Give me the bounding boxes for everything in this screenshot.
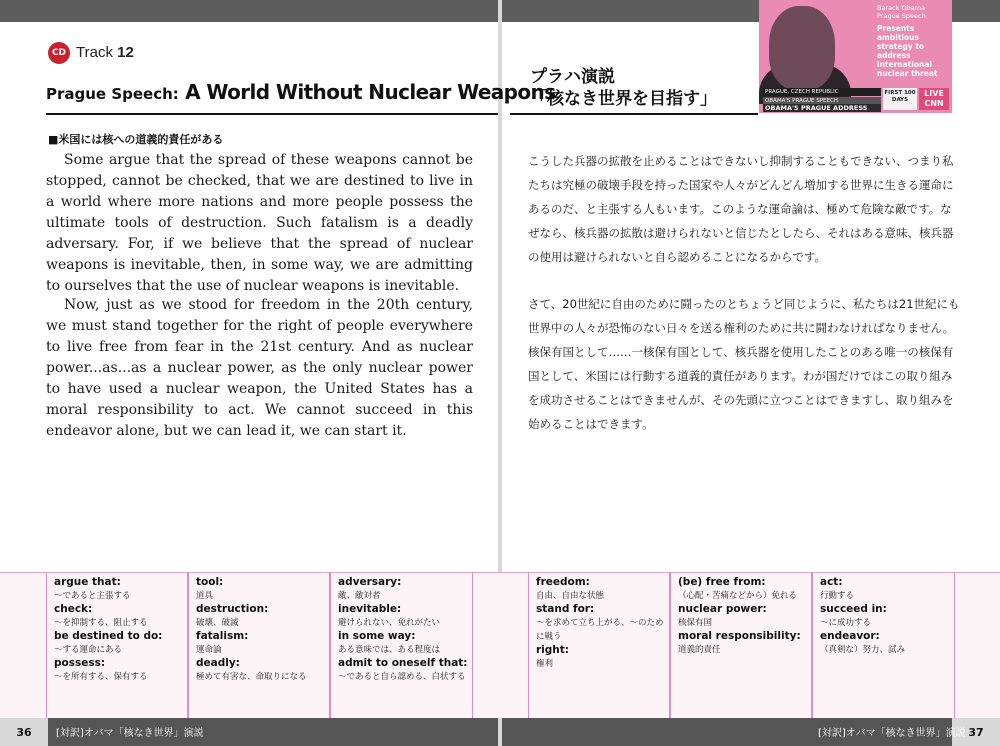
vocab-definition: 極めて有害な、命取りになる bbox=[196, 672, 307, 682]
japanese-title-line2: 「核なき世界を目指す」 bbox=[530, 89, 717, 109]
japanese-paragraph-2: さて、20世紀に自由のために闘ったのとちょうど同じように、私たちは21世紀にも世界中の人々が恐怖のない日々を送る権利のために共に闘わなければなりません。核保有国として……一核保有国として、核兵器を使用したことのある唯一の核保有国として、米国には行動する道義的責任があります。わが国だけではこの取り組みを成功させることはできませんが、その先頭に立つことはできますし、取り組みを始めることはできます。 bbox=[528, 297, 960, 431]
vocab-definition: （心配・苦痛などから）免れる bbox=[678, 591, 798, 601]
running-head-right: [対訳]オバマ「核なき世界」演説 bbox=[818, 728, 966, 739]
vocab-term: tool: bbox=[196, 576, 224, 588]
vocab-definition: （真剣な）努力、試み bbox=[820, 645, 906, 655]
page-number-right: 37 bbox=[952, 718, 1000, 746]
vocab-definition: 〜を求めて立ち上がる、〜のために戦う bbox=[536, 618, 664, 642]
vocab-term: nuclear power: bbox=[678, 603, 767, 615]
section-subheading: ■米国には核への道義的責任がある bbox=[48, 133, 224, 146]
japanese-paragraph-1: こうした兵器の拡散を止めることはできないし抑制することもできない、つまり私たちは究極の破壊手段を持った国家や人々がどんどん増加する世界に生きる運命にあるのだ、と主張する人もいます。このような運命論は、極めて危険な敵です。なぜなら、核兵器の拡散は避けられないと信じたとしたら、それはある意味、核兵器の使用は避けられないと自ら認めることになるからです。 bbox=[528, 154, 954, 264]
vocab-column-5 bbox=[670, 572, 812, 718]
track-number: 12 bbox=[117, 44, 134, 61]
vocab-definition: 運命論 bbox=[196, 645, 222, 655]
photo-strip-location: PRAGUE, CZECH REPUBLIC bbox=[763, 88, 881, 96]
title-prefix: Prague Speech: bbox=[46, 85, 179, 103]
photo-face-shape bbox=[769, 6, 835, 90]
english-paragraph-2: Now, just as we stood for freedom in the 20th century, we must stand together for the right of people everywhere to live free from fear in the 21st century. And as nuclear power...as...as a nuclear power, as the only nuclear power to have used a nuclear weapon, the United States has a moral responsibility to act. We cannot succeed in this endeavor alone, but we can lead it, we can start it. bbox=[46, 297, 473, 439]
news-photo bbox=[759, 0, 952, 113]
vocab-term: right: bbox=[536, 644, 569, 656]
vocab-column-6 bbox=[812, 572, 955, 718]
vocab-term: inevitable: bbox=[338, 603, 402, 615]
vocab-term: succeed in: bbox=[820, 603, 887, 615]
vocab-term: check: bbox=[54, 603, 93, 615]
photo-strip-speech: OBAMA'S PRAGUE SPEECH bbox=[763, 97, 881, 105]
vocab-definition: 道義的責任 bbox=[678, 645, 721, 655]
vocab-term: act: bbox=[820, 576, 843, 588]
cd-icon: CD bbox=[48, 42, 70, 64]
vocab-column-4 bbox=[528, 572, 670, 718]
track-word: Track bbox=[76, 44, 113, 61]
photo-strip-address: OBAMA'S PRAGUE ADDRESS bbox=[763, 104, 881, 112]
title-rule-right bbox=[510, 113, 758, 115]
vocab-term: adversary: bbox=[338, 576, 402, 588]
vocab-definition: 〜を所有する、保有する bbox=[54, 672, 148, 682]
vocab-definition: 核保有国 bbox=[678, 618, 713, 628]
vocab-term: endeavor: bbox=[820, 630, 880, 642]
vocab-definition: 権利 bbox=[536, 659, 554, 669]
photo-badge-live: LIVE CNN bbox=[919, 88, 949, 110]
title-rule-left bbox=[46, 113, 498, 115]
vocab-term: argue that: bbox=[54, 576, 121, 588]
vocab-definition: 〜であると主張する bbox=[54, 591, 131, 601]
vocab-definition: 破壊、破滅 bbox=[196, 618, 239, 628]
vocab-term: in some way: bbox=[338, 630, 416, 642]
vocab-term: freedom: bbox=[536, 576, 590, 588]
top-bar-left bbox=[0, 0, 498, 22]
photo-panel-sub: Prague Speech bbox=[877, 12, 926, 20]
vocab-term: (be) free from: bbox=[678, 576, 766, 588]
vocab-definition: 敵、敵対者 bbox=[338, 591, 381, 601]
vocab-term: possess: bbox=[54, 657, 106, 669]
vocab-term: fatalism: bbox=[196, 630, 249, 642]
vocab-term: deadly: bbox=[196, 657, 240, 669]
vocab-column-2 bbox=[188, 572, 330, 718]
japanese-title-line1: プラハ演説 bbox=[530, 67, 615, 87]
vocab-term: destruction: bbox=[196, 603, 269, 615]
photo-badge-100days: FIRST 100 DAYS bbox=[883, 88, 917, 110]
vocab-definition: ある意味では、ある程度は bbox=[338, 645, 441, 655]
vocab-definition: 〜を抑制する、阻止する bbox=[54, 618, 148, 628]
vocab-definition: 〜であると自ら認める、白状する bbox=[338, 672, 466, 682]
vocab-column-1 bbox=[46, 572, 188, 718]
photo-panel-text: Presents ambitious strategy to address international nuclear threat bbox=[877, 24, 938, 78]
vocab-column-3 bbox=[330, 572, 473, 718]
vocab-term: admit to oneself that: bbox=[338, 657, 468, 669]
page-number-left: 36 bbox=[0, 718, 48, 746]
vocab-definition: 避けられない、免れがたい bbox=[338, 618, 441, 628]
vocab-term: stand for: bbox=[536, 603, 595, 615]
vocab-term: moral responsibility: bbox=[678, 630, 801, 642]
english-paragraph-1: Some argue that the spread of these weapons cannot be stopped, cannot be checked, that we are destined to live in a world where more nations and more people possess the ultimate tools of destruction. Such fatalism is a deadly adversary. For, if we believe that the spread of nuclear weapons is inevitable, then, in some way, we are admitting to ourselves that the use of nuclear weapons is inevitable. bbox=[46, 152, 473, 294]
track-label bbox=[76, 44, 134, 61]
vocab-definition: 道具 bbox=[196, 591, 214, 601]
vocab-definition: 自由、自由な状態 bbox=[536, 591, 605, 601]
photo-panel-name: Barack Obama bbox=[877, 4, 926, 12]
running-head-left: [対訳]オバマ「核なき世界」演説 bbox=[56, 728, 204, 739]
vocab-definition: 行動する bbox=[820, 591, 855, 601]
vocab-definition: 〜に成功する bbox=[820, 618, 872, 628]
photo-caption-panel bbox=[877, 4, 949, 78]
vocab-term: be destined to do: bbox=[54, 630, 163, 642]
vocab-definition: 〜する運命にある bbox=[54, 645, 123, 655]
english-title bbox=[46, 80, 555, 104]
japanese-title bbox=[530, 66, 717, 110]
title-main: A World Without Nuclear Weapons bbox=[185, 80, 556, 104]
